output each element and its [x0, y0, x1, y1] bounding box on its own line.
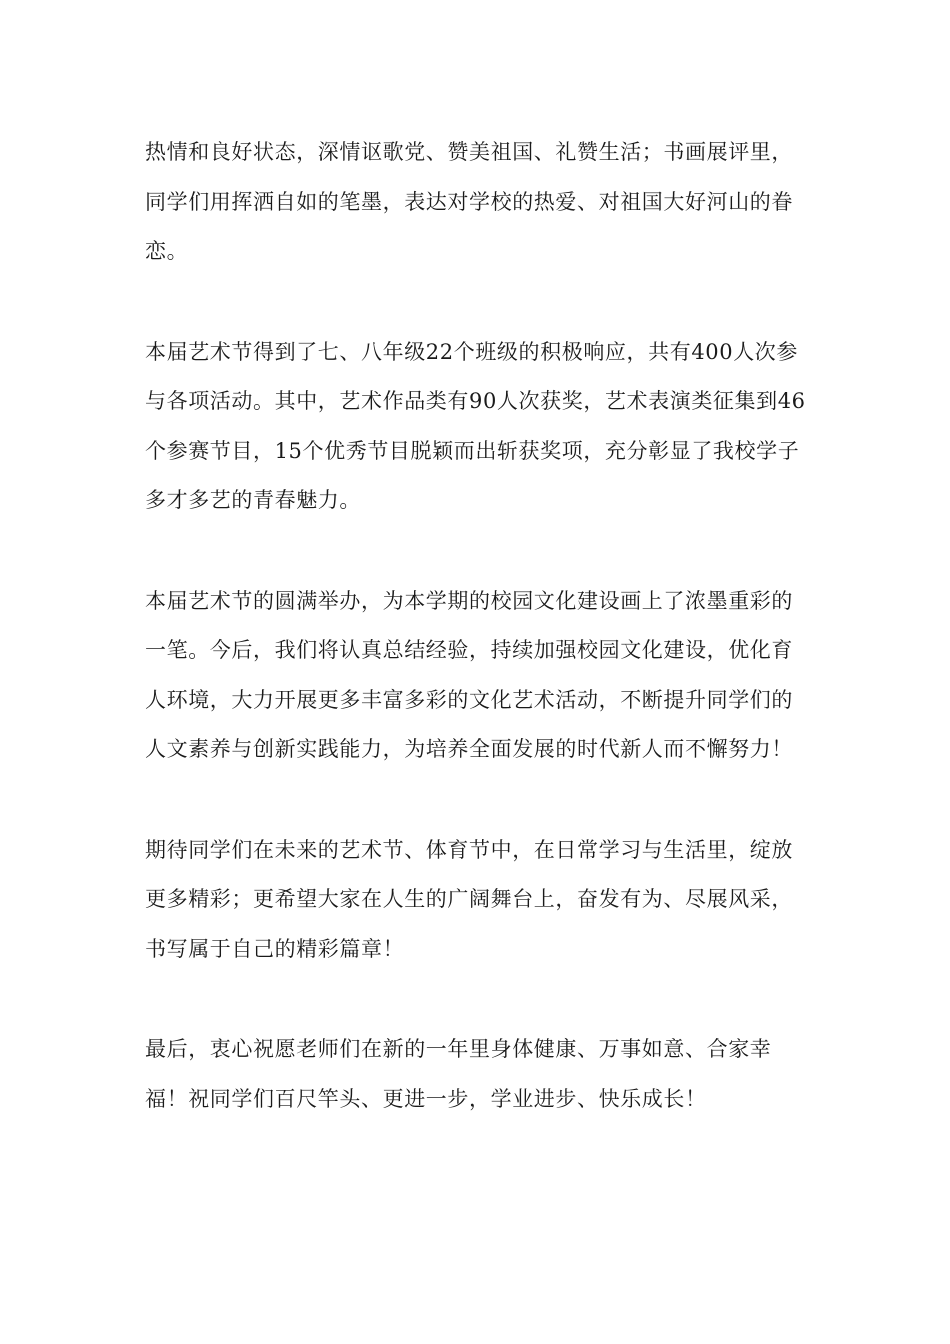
paragraph: 最后，衷心祝愿老师们在新的一年里身体健康、万事如意、合家幸福！祝同学们百尺竿头、更进一步，学业进步、快乐成长！	[145, 1037, 772, 1111]
paragraph: 本届艺术节的圆满举办，为本学期的校园文化建设画上了浓墨重彩的一笔。今后，我们将认真总结经验，持续加强校园文化建设，优化育人环境，大力开展更多丰富多彩的文化艺术活动，不断提升同学们的人文素养与创新实践能力，为培养全面发展的时代新人而不懈努力！	[145, 588, 793, 761]
document-body	[145, 128, 810, 1124]
paragraph: 期待同学们在未来的艺术节、体育节中，在日常学习与生活里，绽放更多精彩；更希望大家在人生的广阔舞台上，奋发有为、尽展风采，书写属于自己的精彩篇章！	[145, 837, 793, 961]
paragraph: 本届艺术节得到了七、八年级22个班级的积极响应，共有400人次参与各项活动。其中，艺术作品类有90人次获奖，艺术表演类征集到46个参赛节目，15个优秀节目脱颖而出斩获奖项，充分彰显了我校学子多才多艺的青春魅力。	[145, 339, 806, 512]
paragraph: 热情和良好状态，深情讴歌党、赞美祖国、礼赞生活；书画展评里，同学们用挥洒自如的笔墨，表达对学校的热爱、对祖国大好河山的眷恋。	[145, 140, 793, 263]
